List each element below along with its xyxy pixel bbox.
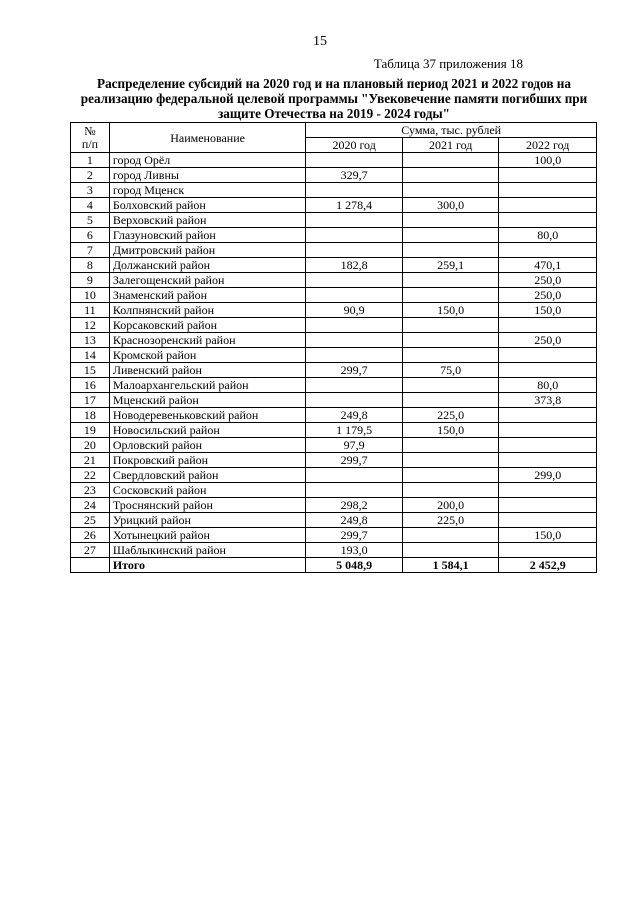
row-value-2020	[306, 153, 403, 168]
table-row	[71, 333, 597, 348]
row-value-2021	[402, 273, 499, 288]
row-value-2020: 1 179,5	[306, 423, 403, 438]
row-number: 11	[71, 303, 110, 318]
row-number: 9	[71, 273, 110, 288]
row-value-2021: 225,0	[402, 408, 499, 423]
row-number: 18	[71, 408, 110, 423]
row-number: 2	[71, 168, 110, 183]
row-name: Троснянский район	[109, 498, 306, 513]
row-name: Должанский район	[109, 258, 306, 273]
row-value-2021	[402, 243, 499, 258]
row-number: 27	[71, 543, 110, 558]
row-name: Верховский район	[109, 213, 306, 228]
row-value-2020	[306, 483, 403, 498]
table-row	[71, 543, 597, 558]
row-name: Залегощенский район	[109, 273, 306, 288]
row-number: 17	[71, 393, 110, 408]
row-value-2020	[306, 243, 403, 258]
row-value-2022	[499, 498, 597, 513]
total-row	[71, 558, 597, 573]
row-value-2022: 250,0	[499, 288, 597, 303]
row-number: 20	[71, 438, 110, 453]
row-value-2020	[306, 348, 403, 363]
row-name: Хотынецкий район	[109, 528, 306, 543]
row-name: Корсаковский район	[109, 318, 306, 333]
row-value-2020: 299,7	[306, 453, 403, 468]
title-line-1: Распределение субсидий на 2020 год и на плановый период 2021 и 2022 годов на	[97, 76, 571, 91]
row-name: Новосильский район	[109, 423, 306, 438]
row-value-2020: 299,7	[306, 363, 403, 378]
row-value-2021: 150,0	[402, 423, 499, 438]
table-row	[71, 153, 597, 168]
row-value-2020: 182,8	[306, 258, 403, 273]
table-row	[71, 513, 597, 528]
row-value-2022	[499, 348, 597, 363]
table-row	[71, 258, 597, 273]
row-value-2021	[402, 468, 499, 483]
row-value-2022: 80,0	[499, 228, 597, 243]
row-value-2020	[306, 393, 403, 408]
row-number: 12	[71, 318, 110, 333]
row-number: 16	[71, 378, 110, 393]
header-number-line1: №	[84, 123, 96, 138]
total-2022: 2 452,9	[499, 558, 597, 573]
row-value-2021	[402, 213, 499, 228]
table-row	[71, 288, 597, 303]
row-value-2020	[306, 333, 403, 348]
row-value-2020	[306, 288, 403, 303]
header-2021: 2021 год	[402, 138, 499, 153]
row-number: 22	[71, 468, 110, 483]
table-row	[71, 498, 597, 513]
table-row	[71, 183, 597, 198]
row-value-2020	[306, 318, 403, 333]
row-number: 6	[71, 228, 110, 243]
table-row	[71, 528, 597, 543]
row-name: Малоархангельский район	[109, 378, 306, 393]
row-number: 4	[71, 198, 110, 213]
row-value-2022	[499, 408, 597, 423]
table-row	[71, 348, 597, 363]
row-value-2020	[306, 378, 403, 393]
table-row	[71, 318, 597, 333]
row-name: Краснозоренский район	[109, 333, 306, 348]
table-row	[71, 468, 597, 483]
table-row	[71, 168, 597, 183]
row-value-2020: 249,8	[306, 408, 403, 423]
header-2020: 2020 год	[306, 138, 403, 153]
row-value-2020: 97,9	[306, 438, 403, 453]
row-value-2021	[402, 168, 499, 183]
total-number	[71, 558, 110, 573]
row-name: город Ливны	[109, 168, 306, 183]
row-value-2022	[499, 318, 597, 333]
row-value-2021	[402, 153, 499, 168]
row-value-2020: 329,7	[306, 168, 403, 183]
table-row	[71, 363, 597, 378]
row-name: Сосковский район	[109, 483, 306, 498]
table-row	[71, 438, 597, 453]
row-number: 10	[71, 288, 110, 303]
title-line-3: защите Отечества на 2019 - 2024 годы"	[218, 106, 450, 121]
row-value-2022: 80,0	[499, 378, 597, 393]
row-name: Урицкий район	[109, 513, 306, 528]
row-value-2021: 150,0	[402, 303, 499, 318]
total-label: Итого	[109, 558, 306, 573]
row-value-2022	[499, 363, 597, 378]
row-value-2021	[402, 378, 499, 393]
row-value-2022	[499, 543, 597, 558]
table-row	[71, 483, 597, 498]
row-value-2021	[402, 318, 499, 333]
row-name: Ливенский район	[109, 363, 306, 378]
row-name: Колпнянский район	[109, 303, 306, 318]
row-value-2022	[499, 183, 597, 198]
total-2020: 5 048,9	[306, 558, 403, 573]
row-value-2022: 470,1	[499, 258, 597, 273]
row-value-2021	[402, 393, 499, 408]
header-number	[71, 123, 110, 153]
header-2022: 2022 год	[499, 138, 597, 153]
row-number: 15	[71, 363, 110, 378]
table-row	[71, 408, 597, 423]
row-name: город Орёл	[109, 153, 306, 168]
row-value-2021: 200,0	[402, 498, 499, 513]
row-value-2021	[402, 543, 499, 558]
row-number: 24	[71, 498, 110, 513]
row-number: 21	[71, 453, 110, 468]
row-name: Глазуновский район	[109, 228, 306, 243]
row-number: 23	[71, 483, 110, 498]
row-value-2022	[499, 483, 597, 498]
row-name: Орловский район	[109, 438, 306, 453]
row-value-2021	[402, 288, 499, 303]
row-name: Свердловский район	[109, 468, 306, 483]
row-number: 7	[71, 243, 110, 258]
row-value-2021	[402, 528, 499, 543]
row-value-2021: 75,0	[402, 363, 499, 378]
row-name: Мценский район	[109, 393, 306, 408]
row-value-2021	[402, 483, 499, 498]
row-value-2020: 193,0	[306, 543, 403, 558]
header-sum: Сумма, тыс. рублей	[306, 123, 597, 138]
row-value-2022: 250,0	[499, 333, 597, 348]
row-value-2021	[402, 183, 499, 198]
header-name: Наименование	[109, 123, 306, 153]
row-name: Дмитровский район	[109, 243, 306, 258]
row-value-2020	[306, 468, 403, 483]
table-header	[71, 123, 597, 153]
row-value-2022: 373,8	[499, 393, 597, 408]
title-line-2: реализацию федеральной целевой программы "Увековечение памяти погибших при	[80, 91, 588, 106]
row-value-2022: 299,0	[499, 468, 597, 483]
subsidy-table	[70, 122, 597, 573]
page-number: 15	[313, 34, 327, 49]
table-row	[71, 423, 597, 438]
row-value-2020: 298,2	[306, 498, 403, 513]
row-name: Болховский район	[109, 198, 306, 213]
row-value-2020	[306, 213, 403, 228]
row-value-2021	[402, 453, 499, 468]
row-value-2022	[499, 243, 597, 258]
row-number: 3	[71, 183, 110, 198]
row-number: 1	[71, 153, 110, 168]
table-row	[71, 273, 597, 288]
row-value-2022	[499, 438, 597, 453]
total-2021: 1 584,1	[402, 558, 499, 573]
row-value-2021	[402, 228, 499, 243]
row-value-2021: 259,1	[402, 258, 499, 273]
row-number: 14	[71, 348, 110, 363]
table-body	[71, 153, 597, 558]
row-value-2022: 100,0	[499, 153, 597, 168]
table-row	[71, 453, 597, 468]
header-number-line2: п/п	[81, 136, 98, 151]
row-number: 19	[71, 423, 110, 438]
table-row	[71, 303, 597, 318]
row-value-2022	[499, 453, 597, 468]
row-number: 5	[71, 213, 110, 228]
row-name: город Мценск	[109, 183, 306, 198]
row-value-2022: 150,0	[499, 303, 597, 318]
row-number: 26	[71, 528, 110, 543]
row-value-2022	[499, 513, 597, 528]
row-name: Шаблыкинский район	[109, 543, 306, 558]
row-value-2020: 299,7	[306, 528, 403, 543]
table-row	[71, 213, 597, 228]
row-value-2022: 250,0	[499, 273, 597, 288]
row-value-2021: 225,0	[402, 513, 499, 528]
row-number: 25	[71, 513, 110, 528]
document-title	[70, 76, 598, 121]
row-name: Кромской район	[109, 348, 306, 363]
row-value-2020: 1 278,4	[306, 198, 403, 213]
row-number: 8	[71, 258, 110, 273]
row-value-2020: 249,8	[306, 513, 403, 528]
row-value-2021	[402, 333, 499, 348]
row-value-2022	[499, 423, 597, 438]
row-value-2021	[402, 438, 499, 453]
row-value-2022	[499, 198, 597, 213]
row-value-2022	[499, 213, 597, 228]
row-value-2021	[402, 348, 499, 363]
row-value-2020: 90,9	[306, 303, 403, 318]
row-number: 13	[71, 333, 110, 348]
row-name: Новодеревеньковский район	[109, 408, 306, 423]
row-name: Покровский район	[109, 453, 306, 468]
table-row	[71, 243, 597, 258]
row-value-2021: 300,0	[402, 198, 499, 213]
row-value-2020	[306, 228, 403, 243]
table-row	[71, 393, 597, 408]
table-row	[71, 228, 597, 243]
table-row	[71, 378, 597, 393]
row-name: Знаменский район	[109, 288, 306, 303]
table-reference: Таблица 37 приложения 18	[373, 56, 523, 71]
table-row	[71, 198, 597, 213]
row-value-2022: 150,0	[499, 528, 597, 543]
row-value-2020	[306, 183, 403, 198]
row-value-2022	[499, 168, 597, 183]
row-value-2020	[306, 273, 403, 288]
